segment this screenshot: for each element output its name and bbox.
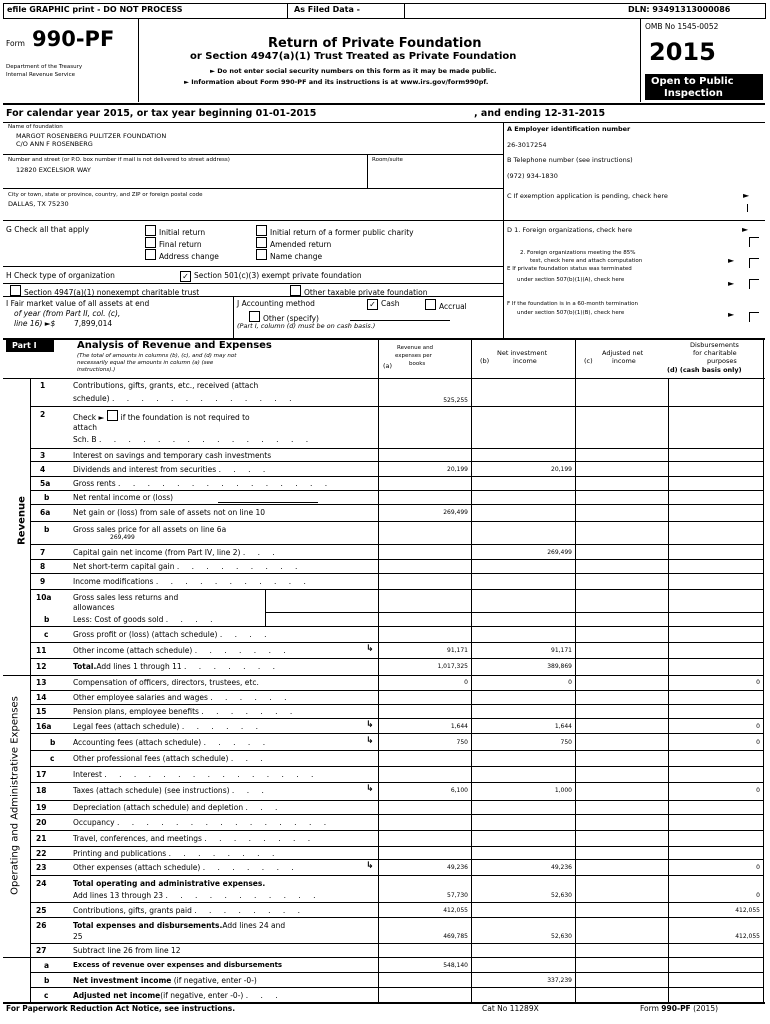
line-number: b	[44, 615, 50, 624]
line-16a-col-b: 1,644	[554, 723, 572, 730]
room-label: Room/suite	[372, 157, 403, 163]
side-label-revenue: Revenue	[16, 496, 28, 545]
ssn-instruction: ► Do not enter social security numbers on this form as it may be made public.	[210, 67, 497, 75]
line-22-label: Printing and publications . . . . . . . .	[73, 849, 280, 858]
line-16b-label: Accounting fees (attach schedule) . . . . .	[73, 738, 271, 747]
col-a-h2: expenses per	[395, 353, 432, 359]
line-6b-value: 269,499	[110, 534, 135, 541]
section-501c3-option[interactable]: ✓ Section 501(c)(3) exempt private foundation	[180, 271, 362, 282]
line-26-label-2: 25	[73, 932, 83, 941]
line-number: 14	[36, 693, 47, 702]
checkbox-icon[interactable]	[256, 225, 267, 236]
col-d-h4: (d) (cash basis only)	[667, 366, 742, 374]
checkbox-icon[interactable]	[10, 285, 21, 296]
as-filed-label: As Filed Data -	[294, 5, 360, 14]
foundation-name-label: Name of foundation	[8, 124, 63, 130]
irs-label: Internal Revenue Service	[6, 72, 75, 78]
line-26-col-a: 469,785	[443, 933, 468, 940]
exemption-pending-checkbox[interactable]	[747, 204, 748, 212]
col-c-code: (c)	[584, 357, 593, 365]
line-27a-label: Excess of revenue over expenses and disbursements	[73, 961, 283, 969]
line-16b-col-d: 0	[756, 739, 760, 746]
col-a-h1: Revenue and	[397, 345, 434, 351]
d2-checkbox[interactable]	[749, 258, 759, 268]
line-4-col-a: 20,199	[447, 466, 468, 473]
line-27-label: Subtract line 26 from line 12	[73, 946, 181, 955]
side-label-expenses: Operating and Administrative Expenses	[9, 696, 21, 895]
line-number: 2	[40, 410, 46, 419]
footer-form-label: Form 990-PF (2015)	[640, 1004, 719, 1013]
line-number: 11	[36, 646, 47, 655]
phone-label: B Telephone number (see instructions)	[507, 156, 633, 164]
line-21-label: Travel, conferences, and meetings . . . . . . . .	[73, 834, 316, 843]
dept-treasury: Department of the Treasury	[6, 64, 83, 70]
line-6b-label: Gross sales price for all assets on line 6a	[73, 525, 227, 534]
line-number: 23	[36, 863, 47, 872]
line-10c-label: Gross profit or (loss) (attach schedule) . . . .	[73, 630, 272, 639]
line-10a-label-2: allowances	[73, 603, 115, 612]
section-4947-option[interactable]: Section 4947(a)(1) nonexempt charitable trust	[10, 285, 199, 297]
line-6a-col-a: 269,499	[443, 509, 468, 516]
cash-option[interactable]: ✓ Cash	[367, 299, 400, 310]
line-14-label: Other employee salaries and wages . . . . . .	[73, 693, 292, 702]
address-change-option[interactable]: Address change	[145, 249, 219, 261]
line-number: 20	[36, 818, 47, 827]
line-number: 27	[36, 946, 47, 955]
line-26-col-b: 52,630	[551, 933, 572, 940]
line-1-label-2: schedule) . . . . . . . . . . . . .	[73, 394, 297, 403]
line-2-label-2: attach	[73, 423, 97, 432]
attachment-icon[interactable]: ↳	[366, 736, 374, 746]
line-number: 21	[36, 834, 47, 843]
part-i-title: Analysis of Revenue and Expenses	[77, 340, 272, 351]
line-6a-label: Net gain or (loss) from sale of assets not on line 10	[73, 508, 266, 517]
checkbox-icon[interactable]	[145, 225, 156, 236]
line-27b-label: Net investment income (if negative, enter -0-)	[73, 976, 257, 985]
d1-checkbox[interactable]	[749, 237, 759, 247]
d1-label: D 1. Foreign organizations, check here	[507, 226, 633, 234]
line-17-label: Interest . . . . . . . . . . . . . . .	[73, 770, 319, 779]
col-d-h3: purposes	[707, 357, 737, 365]
col-b-code: (b)	[480, 357, 490, 365]
line-number: c	[44, 630, 49, 639]
catalog-number: Cat No 11289X	[482, 1004, 539, 1013]
line-number: 1	[40, 381, 46, 390]
line-27c-label: Adjusted net income(if negative, enter -0-) . . .	[73, 991, 283, 1000]
line-16b-col-a: 750	[456, 739, 468, 746]
part-i-tag: Part I	[12, 341, 37, 350]
line-26-col-d: 412,055	[735, 933, 760, 940]
line-number: 15	[36, 707, 47, 716]
e-label-2: under section 507(b)(1)(A), check here	[517, 277, 625, 283]
line-number: 13	[36, 678, 47, 687]
exemption-pending-label: C If exemption application is pending, check here	[507, 192, 668, 200]
line-number: 24	[36, 879, 47, 888]
line-2-label-3: Sch. B . . . . . . . . . . . . . . .	[73, 435, 314, 444]
foundation-name: MARGOT ROSENBERG PULITZER FOUNDATION	[16, 132, 167, 140]
line-27b-col-b: 337,239	[547, 977, 572, 984]
line-number: 7	[40, 548, 46, 557]
line-4-label: Dividends and interest from securities . . . .	[73, 465, 271, 474]
line-12-label: Total.Add lines 1 through 11 . . . . . . .	[73, 662, 281, 671]
phone-value: (972) 934-1830	[507, 172, 558, 180]
d2-label-1: 2. Foreign organizations meeting the 85%	[520, 250, 636, 256]
city-label: City or town, state or province, country, and ZIP or foreign postal code	[8, 192, 203, 198]
col-c-h2: income	[612, 357, 636, 365]
arrow-icon: ►	[743, 191, 750, 200]
line-23-col-a: 49,236	[447, 864, 468, 871]
attachment-icon[interactable]: ↳	[366, 644, 374, 654]
checkbox-icon[interactable]	[145, 237, 156, 248]
fmv-label-2: of year (from Part II, col. (c),	[14, 309, 121, 318]
part-i-desc-2: necessarily equal the amounts in column (a) (see	[77, 360, 214, 366]
line-number: c	[50, 754, 55, 763]
line-9-label: Income modifications . . . . . . . . . . .	[73, 577, 311, 586]
line-7-col-b: 269,499	[547, 549, 572, 556]
line-27a-col-a: 548,140	[443, 962, 468, 969]
line-number: 26	[36, 921, 47, 930]
line-24-col-a: 57,730	[447, 892, 468, 899]
other-taxable-option[interactable]: Other taxable private foundation	[290, 285, 427, 297]
calendar-year-end: , and ending 12-31-2015	[474, 108, 606, 119]
line-25-label: Contributions, gifts, grants paid . . . . . . . .	[73, 906, 305, 915]
line-number: 5a	[40, 479, 51, 488]
efile-banner: efile GRAPHIC print - DO NOT PROCESS	[7, 5, 183, 14]
attachment-icon[interactable]: ↳	[366, 784, 374, 794]
open-to-public-2: Inspection	[664, 88, 723, 99]
line-number: 8	[40, 562, 46, 571]
line-26-label: Total expenses and disbursements.Add lines 24 and	[73, 921, 286, 930]
line-3-label: Interest on savings and temporary cash investments	[73, 451, 272, 460]
col-a-code: (a)	[383, 362, 393, 370]
check-all-label: G Check all that apply	[6, 225, 90, 234]
line-18-col-a: 6,100	[450, 787, 468, 794]
line-18-col-d: 0	[756, 787, 760, 794]
col-c-h1: Adjusted net	[602, 349, 644, 357]
line-18-col-b: 1,000	[554, 787, 572, 794]
line-7-label: Capital gain net income (from Part IV, line 2) . . .	[73, 548, 280, 557]
line-number: a	[44, 961, 50, 970]
fmv-label-3: line 16) ►$	[14, 319, 56, 328]
arrow-icon: ►	[728, 279, 735, 288]
line-24-label-2: Add lines 13 through 23 . . . . . . . . . . .	[73, 891, 321, 900]
line-16b-col-b: 750	[560, 739, 572, 746]
col-b-h1: Net investment	[497, 349, 548, 357]
line-number: 18	[36, 786, 47, 795]
line-13-col-a: 0	[464, 679, 468, 686]
checkbox-icon[interactable]	[256, 237, 267, 248]
line-number: 22	[36, 849, 47, 858]
fmv-value: 7,899,014	[74, 319, 113, 328]
part-i-desc-1: (The total of amounts in columns (b), (c), and (d) may not	[77, 353, 237, 359]
line-23-label: Other expenses (attach schedule) . . . . . . .	[73, 863, 299, 872]
form-title: Return of Private Foundation	[268, 36, 482, 51]
arrow-icon: ►	[728, 310, 735, 319]
line-number: 4	[40, 465, 46, 474]
line-15-label: Pension plans, employee benefits . . . . . . .	[73, 707, 298, 716]
ein-value: 26-3017254	[507, 141, 547, 149]
line-25-col-a: 412,055	[443, 907, 468, 914]
line-number: 9	[40, 577, 46, 586]
line-number: 19	[36, 803, 47, 812]
form-subtitle: or Section 4947(a)(1) Trust Treated as Private Foundation	[190, 51, 517, 62]
line-23-col-d: 0	[756, 864, 760, 871]
line-number: b	[44, 976, 50, 985]
line-8-label: Net short-term capital gain . . . . . . . . .	[73, 562, 303, 571]
final-return-option[interactable]: Final return	[145, 237, 202, 249]
ein-label: A Employer identification number	[507, 125, 631, 133]
checkbox-icon[interactable]	[256, 249, 267, 260]
org-type-label: H Check type of organization	[6, 271, 115, 280]
col-b-h2: income	[513, 357, 537, 365]
line-number: b	[50, 738, 56, 747]
line-19-label: Depreciation (attach schedule) and depletion . . .	[73, 803, 283, 812]
d2-label-2: test, check here and attach computation	[530, 258, 643, 264]
line-23-col-b: 49,236	[551, 864, 572, 871]
line-24-col-b: 52,630	[551, 892, 572, 899]
line-11-label: Other income (attach schedule) . . . . . . .	[73, 646, 291, 655]
dln-number: DLN: 93491313000086	[628, 5, 731, 14]
line-10b-label: Less: Cost of goods sold . . . .	[73, 615, 218, 624]
arrow-icon: ►	[728, 256, 735, 265]
cash-basis-note: (Part I, column (d) must be on cash basis.)	[237, 322, 376, 330]
line-24-label: Total operating and administrative expenses.	[73, 879, 266, 888]
checkbox-icon[interactable]	[145, 249, 156, 260]
accounting-method-label: J Accounting method	[237, 299, 315, 308]
line-number: 6a	[40, 508, 51, 517]
line-number: 16a	[36, 722, 52, 731]
checkbox-checked-icon[interactable]: ✓	[367, 299, 378, 310]
paperwork-notice: For Paperwork Reduction Act Notice, see instructions.	[6, 1004, 236, 1013]
line-13-col-b: 0	[568, 679, 572, 686]
checkbox-icon[interactable]	[290, 285, 301, 296]
line-5a-label: Gross rents . . . . . . . . . . . . . . .	[73, 479, 333, 488]
line-13-label: Compensation of officers, directors, trustees, etc.	[73, 678, 259, 687]
initial-return-option[interactable]: Initial return	[145, 225, 205, 237]
line-11-col-a: 91,171	[447, 647, 468, 654]
calendar-year-start: For calendar year 2015, or tax year beginning 01-01-2015	[6, 108, 317, 119]
line-1-label: Contributions, gifts, grants, etc., received (attach	[73, 381, 259, 390]
attachment-icon[interactable]: ↳	[366, 720, 374, 730]
initial-former-charity-option[interactable]: Initial return of a former public charity	[256, 225, 414, 237]
open-to-public-1: Open to Public	[651, 76, 734, 87]
e-label-1: E If private foundation status was terminated	[507, 266, 632, 272]
name-change-option[interactable]: Name change	[256, 249, 322, 261]
accrual-option[interactable]: Accrual	[425, 299, 467, 311]
line-16c-label: Other professional fees (attach schedule) . . .	[73, 754, 268, 763]
line-1-col-a: 525,255	[443, 397, 468, 404]
f-checkbox[interactable]	[749, 312, 759, 322]
line-18-label: Taxes (attach schedule) (see instructions) . . .	[73, 786, 269, 795]
line-20-label: Occupancy . . . . . . . . . . . . . . .	[73, 818, 332, 827]
form-number: 990-PF	[32, 27, 115, 51]
checkbox-checked-icon[interactable]: ✓	[180, 271, 191, 282]
checkbox-icon[interactable]	[107, 410, 118, 421]
line-2-label: Check ► if the foundation is not required to	[73, 410, 250, 422]
line-4-col-b: 20,199	[551, 466, 572, 473]
col-d-h2: for charitable	[693, 349, 737, 357]
col-d-h1: Disbursements	[690, 341, 739, 349]
line-12-col-a: 1,017,325	[437, 663, 468, 670]
city-state-zip: DALLAS, TX 75230	[8, 200, 69, 208]
line-13-col-d: 0	[756, 679, 760, 686]
line-number: c	[44, 991, 49, 1000]
line-number: 12	[36, 662, 47, 671]
arrow-icon: ►	[742, 225, 749, 234]
part-i-desc-3: instructions).)	[77, 367, 116, 373]
line-16a-col-a: 1,644	[450, 723, 468, 730]
f-label-1: F If the foundation is in a 60-month termination	[507, 301, 638, 307]
line-11-col-b: 91,171	[551, 647, 572, 654]
info-instruction: ► Information about Form 990-PF and its instructions is at www.irs.gov/form990pf.	[184, 78, 489, 86]
col-a-h3: books	[409, 361, 426, 367]
checkbox-icon[interactable]	[249, 311, 260, 322]
line-16a-label: Legal fees (attach schedule) . . . . . .	[73, 722, 264, 731]
tax-year: 2015	[649, 38, 716, 66]
line-5b-label: Net rental income or (loss)	[73, 493, 174, 502]
street-label: Number and street (or P.O. box number if mail is not delivered to street address)	[8, 157, 230, 163]
line-number: 3	[40, 451, 46, 460]
amended-return-option[interactable]: Amended return	[256, 237, 331, 249]
line-12-col-b: 389,869	[547, 663, 572, 670]
checkbox-icon[interactable]	[425, 299, 436, 310]
attachment-icon[interactable]: ↳	[366, 861, 374, 871]
f-label-2: under section 507(b)(1)(B), check here	[517, 310, 625, 316]
line-25-col-d: 412,055	[735, 907, 760, 914]
line-16a-col-d: 0	[756, 723, 760, 730]
line-number: 10a	[36, 593, 52, 602]
foundation-care-of: C/O ANN F ROSENBERG	[16, 140, 93, 148]
form-prefix: Form	[6, 39, 25, 48]
line-10a-label: Gross sales less returns and	[73, 593, 179, 602]
line-number: b	[44, 493, 50, 502]
fmv-label-1: I Fair market value of all assets at end	[6, 299, 150, 308]
omb-number: OMB No 1545-0052	[645, 22, 719, 31]
street-address: 12820 EXCELSIOR WAY	[16, 166, 91, 174]
line-number: 25	[36, 906, 47, 915]
line-number: 17	[36, 770, 47, 779]
other-method-option[interactable]: Other (specify)	[249, 311, 319, 323]
line-number: b	[44, 525, 50, 534]
line-24-col-d: 0	[756, 892, 760, 899]
e-checkbox[interactable]	[749, 279, 759, 289]
